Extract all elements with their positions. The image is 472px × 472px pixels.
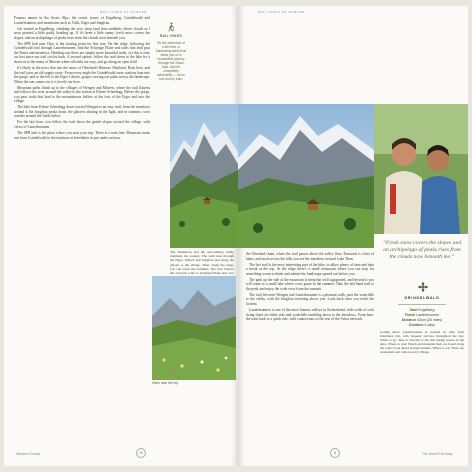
sidebar-box [156, 22, 186, 81]
flower-icon [418, 282, 428, 292]
itinerary-distance [380, 318, 464, 322]
pull-quote: “Fresh snow covers the slopes and an archipelago of peaks rises from the clouds now beneath me.” [382, 240, 462, 260]
paragraph: Lauterbrunnen is one of the most famous valleys in Switzerland, with walls of rock rising sheer on either side and waterfalls tumbling down to the meadows. From here, the train back is a quick ride, with connections to the rest of the Swiss network. [246, 308, 374, 322]
paragraph: Famous names in the Swiss Alps: the scenic towns of Engelberg, Grindelwald and Lauterbrunnen, and mountains such as Titlis, Eiger and Jungfrau. [14, 16, 150, 25]
paragraph: Getting there: Lauterbrunnen is reached by train from Interlaken Ost, with frequent services throughout the day. When to go: June to October is the best hiking season in the Alps. Where to stay: Hotels and mountain huts are found along the route; book ahead in high summer. Where to eat: There are restaurants and cafés in every village. [380, 330, 464, 355]
divider [398, 304, 446, 305]
itinerary-value: Lauterbrunnen [416, 313, 440, 317]
itinerary-title: GRINDELWALD [404, 296, 440, 300]
hiker-icon [166, 22, 176, 32]
paragraph: the Oberland chain, where the trail passes above the valley floor. Eastward is a line of lakes, and north across the hills you see the meadows around Lake Thun. [246, 252, 374, 261]
paragraph: Mountain paths climb up to the villages of Wengen and Mürren, where the trail flattens and follows the river around the valley to the station at Kleine Scheidegg. Before the gorge, you pass trails that lead to the mountainous hollow at the foot of the Eiger and into the village. [14, 85, 150, 104]
page-number: 10 [136, 448, 146, 458]
page-number: 11 [330, 448, 340, 458]
alpine-photo [170, 104, 238, 248]
paragraph: The SPR hub is the place where you start your trip. There is a train line. Mountain trains run from Grindelwald to the terminus at Interlaken in just under an hour. [14, 131, 150, 140]
book-spread [4, 6, 468, 466]
paragraph: It's likely in the news that into the snow of Oberland's Bernese Oberland. Back here, and the trail joins an old supply route. From every angle the Grindelwald snow stations lean into the gorge, and to the left is the Eiger Glacier, gorges carving out paths across the landscape. When the sun comes out it is lovely out here. [14, 65, 151, 84]
paragraph: For the last hour, you follow the trail down the gentle slopes toward the village, with views of Lauterbrunnen. [14, 120, 150, 130]
itinerary-key: Finish [404, 313, 416, 317]
itinerary-finish [380, 313, 464, 317]
running-head: RAIL HIKES OF EUROPE [258, 10, 305, 14]
paragraph: The last trail is the most interesting part of the hike, so allow plenty of time and take a break at the top. At the ridge there's a small restaurant where you can stop for something warm to drink and admire the landscape spread out before you. [246, 262, 374, 276]
paragraph: The Weisshorn and the surrounding valley dominate the scenery. The walk runs through the Eiger, Mönch and Jungfrau and along the glacier to the village. Then, along the ridge, you can reach the terminus. The trail follows the old pack route to Schynige Platte and over [170, 250, 234, 276]
itinerary-value: 4 days [424, 323, 435, 327]
folio: The World Put Away [422, 452, 453, 456]
sidebar-title: RAIL HIKES [159, 34, 182, 38]
paragraph: The trail between Wengen and Lauterbrunnen is a pleasant walk, past the waterfalls to the valley, with the Jungfrau towering above you. Look back once you reach the bottom. [246, 292, 374, 306]
itinerary-value: Engelberg [418, 308, 435, 312]
right-page [238, 6, 468, 466]
body-column [14, 16, 150, 448]
meadow-photo [152, 276, 236, 380]
paragraph: Get started in Engelberg, climbing the very steep (and then suddenly above clouds as I soon pointed a little path), heading up. If it's been a little sunny, fresh snow covers the slopes, and an archipelago of peaks rises from the clouds soon beneath you. [14, 26, 150, 40]
folio: Western Europe [16, 452, 41, 456]
itinerary-start [380, 308, 464, 312]
body-column [246, 252, 374, 448]
paragraph: The hike from Kleine Scheidegg down toward Wengen is an easy trail, from the meadows around it the Jungfrau peaks loom, the glaciers shining in the light, and in summer, cows wander around the fields below. [14, 105, 150, 119]
sidebar-body: It's the adventure of a life-time: a fascinating week that takes you on a remarkable journey through the Swiss Alps. And it's completely achievable — all on foot and by train. [156, 41, 186, 81]
itinerary-duration [380, 323, 464, 327]
itinerary-key: Duration [409, 323, 424, 327]
photo-caption: Hikes near the top. [152, 381, 179, 385]
left-page [4, 6, 238, 466]
itinerary-value: 42km (26 miles) [417, 318, 443, 322]
paragraph: The SPR hub near Chur is the starting point for this tour. On the ridge, following the Grindelwald trail through Lauterbrunnen, find the Schynige Platte and trails that lead past the Fanes and meadows. Heading east there are simply more beautiful trails: yet this is easy on foot since our trail circles back. A second option: follow the trail down to the lake for a shortcut to the many of Murren where all trails are easy, and go along an open field. [14, 41, 150, 64]
valley-photo [238, 104, 374, 248]
running-head: RAIL HIKES OF EUROPE [100, 10, 147, 14]
hikers-photo [374, 104, 468, 234]
itinerary-body [380, 330, 464, 446]
itinerary-key: Start [409, 308, 418, 312]
itinerary-key: Distance [401, 318, 417, 322]
paragraph: The path up the side of the mountain is steep but well signposted, and beyond it you will come to a small lake where cows graze in the summer. Take the left-hand trail to the peak and enjoy the wide view from the summit. [246, 277, 374, 291]
